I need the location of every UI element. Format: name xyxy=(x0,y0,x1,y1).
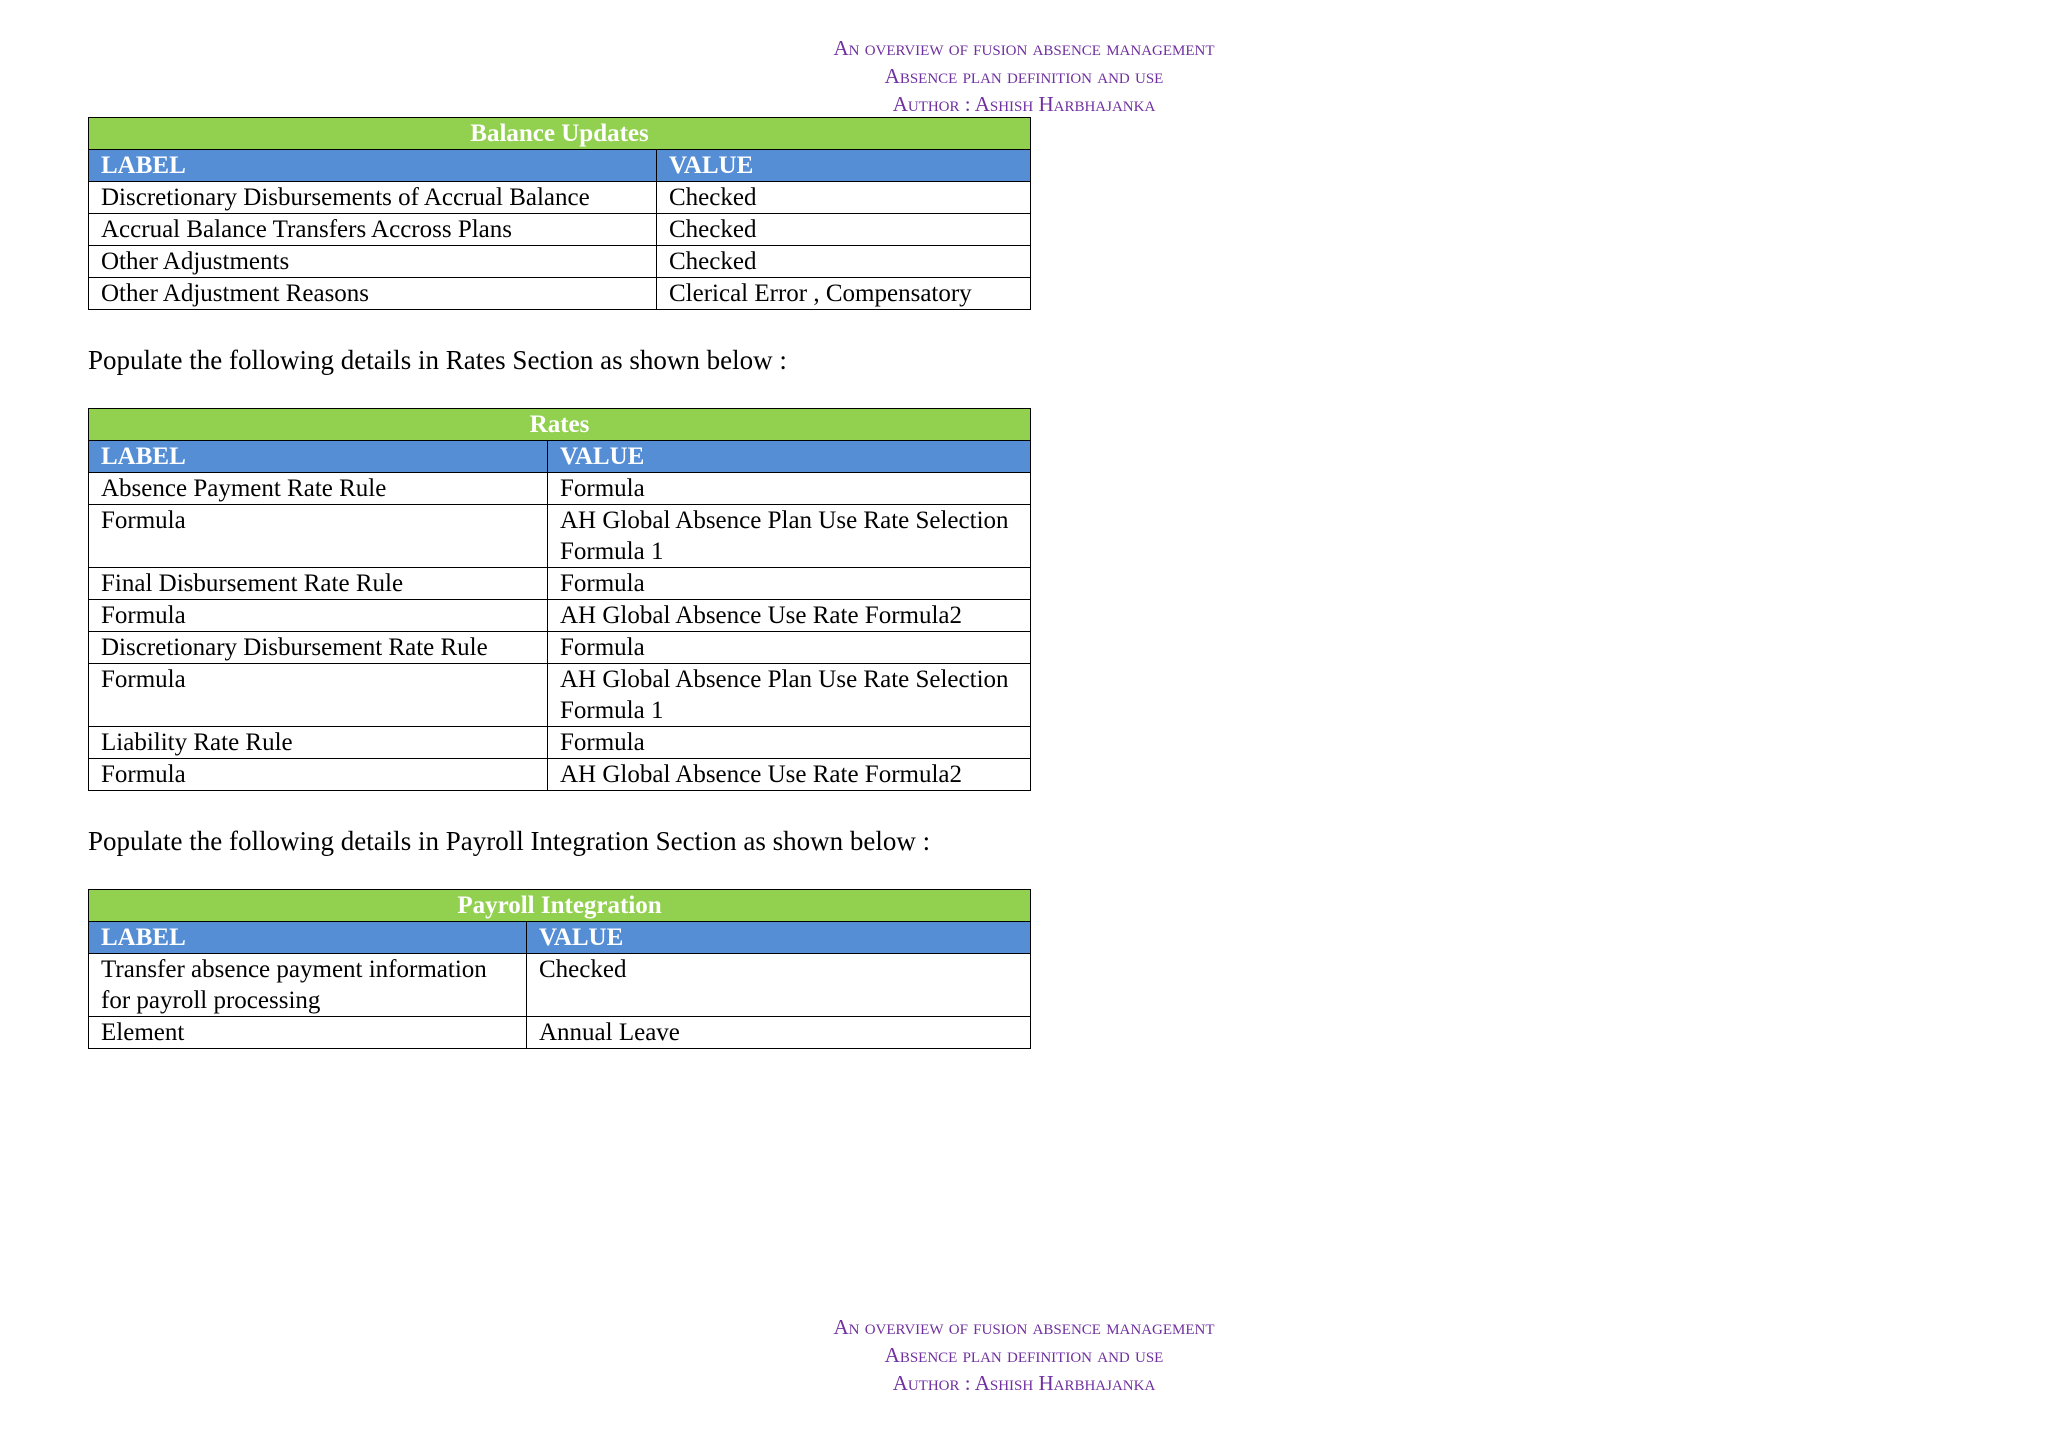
value-column-header: VALUE xyxy=(527,922,1031,954)
row-label: Element xyxy=(89,1017,527,1049)
row-value: Clerical Error , Compensatory xyxy=(657,278,1031,310)
balance-updates-title: Balance Updates xyxy=(89,118,1031,150)
row-value: Formula xyxy=(548,473,1031,505)
table-row xyxy=(89,759,1031,791)
row-label: Formula xyxy=(89,600,548,632)
row-label: Formula xyxy=(89,664,548,727)
row-label: Other Adjustments xyxy=(89,246,657,278)
table-row xyxy=(89,600,1031,632)
row-value: AH Global Absence Plan Use Rate Selection Formula 1 xyxy=(548,664,1031,727)
payroll-integration-table xyxy=(88,889,1031,1049)
row-value: Checked xyxy=(527,954,1031,1017)
label-column-header: LABEL xyxy=(89,441,548,473)
rates-title: Rates xyxy=(89,409,1031,441)
row-value: Checked xyxy=(657,182,1031,214)
label-column-header: LABEL xyxy=(89,150,657,182)
row-label: Final Disbursement Rate Rule xyxy=(89,568,548,600)
table-title-row xyxy=(89,118,1031,150)
balance-updates-table xyxy=(88,117,1031,310)
table-row xyxy=(89,182,1031,214)
row-value: AH Global Absence Use Rate Formula2 xyxy=(548,759,1031,791)
row-value: Checked xyxy=(657,246,1031,278)
row-value: AH Global Absence Use Rate Formula2 xyxy=(548,600,1031,632)
table-row xyxy=(89,505,1031,568)
table-row xyxy=(89,246,1031,278)
row-label: Transfer absence payment information for payroll processing xyxy=(89,954,527,1017)
row-label: Formula xyxy=(89,505,548,568)
table-header-row xyxy=(89,441,1031,473)
label-column-header: LABEL xyxy=(89,922,527,954)
payroll-intro-text: Populate the following details in Payroll Integration Section as shown below : xyxy=(88,826,931,856)
table-title-row xyxy=(89,409,1031,441)
footer-subtitle: Absence plan definition and use xyxy=(884,1343,1164,1367)
table-row xyxy=(89,1017,1031,1049)
rates-table xyxy=(88,408,1031,791)
page-header xyxy=(0,34,2048,118)
page-footer xyxy=(0,1313,2048,1397)
row-value: Annual Leave xyxy=(527,1017,1031,1049)
row-label: Absence Payment Rate Rule xyxy=(89,473,548,505)
table-row xyxy=(89,664,1031,727)
table-row xyxy=(89,214,1031,246)
row-label: Formula xyxy=(89,759,548,791)
payroll-integration-title: Payroll Integration xyxy=(89,890,1031,922)
table-title-row xyxy=(89,890,1031,922)
footer-title: An overview of fusion absence management xyxy=(833,1315,1215,1339)
table-header-row xyxy=(89,922,1031,954)
row-label: Liability Rate Rule xyxy=(89,727,548,759)
row-label: Other Adjustment Reasons xyxy=(89,278,657,310)
footer-author: Author : Ashish Harbhajanka xyxy=(892,1371,1156,1395)
row-label: Discretionary Disbursements of Accrual Balance xyxy=(89,182,657,214)
table-row xyxy=(89,954,1031,1017)
value-column-header: VALUE xyxy=(548,441,1031,473)
value-column-header: VALUE xyxy=(657,150,1031,182)
table-header-row xyxy=(89,150,1031,182)
header-author: Author : Ashish Harbhajanka xyxy=(892,92,1156,116)
table-row xyxy=(89,727,1031,759)
table-row xyxy=(89,632,1031,664)
row-value: Formula xyxy=(548,727,1031,759)
table-row xyxy=(89,568,1031,600)
row-label: Discretionary Disbursement Rate Rule xyxy=(89,632,548,664)
row-value: Formula xyxy=(548,632,1031,664)
rates-intro-text: Populate the following details in Rates Section as shown below : xyxy=(88,345,787,375)
row-value: Formula xyxy=(548,568,1031,600)
row-label: Accrual Balance Transfers Accross Plans xyxy=(89,214,657,246)
header-subtitle: Absence plan definition and use xyxy=(884,64,1164,88)
header-title: An overview of fusion absence management xyxy=(833,36,1215,60)
table-row xyxy=(89,473,1031,505)
row-value: AH Global Absence Plan Use Rate Selection Formula 1 xyxy=(548,505,1031,568)
table-row xyxy=(89,278,1031,310)
row-value: Checked xyxy=(657,214,1031,246)
